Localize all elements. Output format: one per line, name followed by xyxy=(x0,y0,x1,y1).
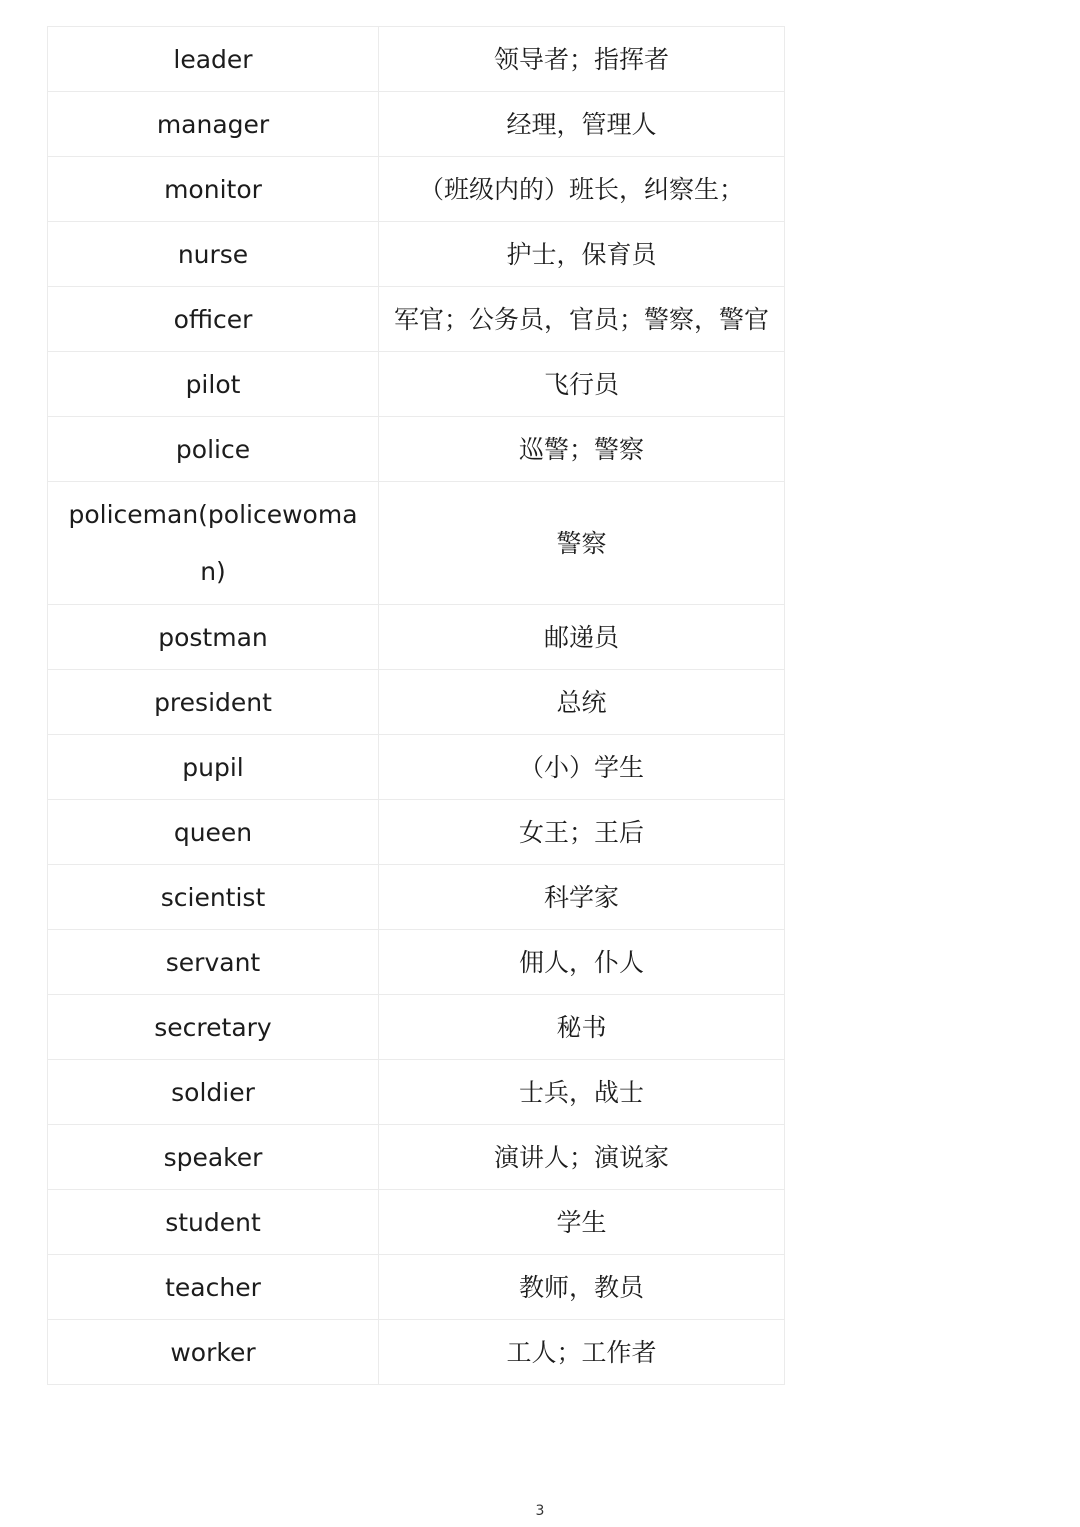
english-word: worker xyxy=(48,1320,379,1385)
english-word: policeman(policewoman) xyxy=(48,482,379,605)
chinese-meaning: 领导者；指挥者 xyxy=(379,27,785,92)
table-row xyxy=(48,1190,785,1255)
page-number: 3 xyxy=(535,1503,545,1519)
vocabulary-table xyxy=(47,26,785,1385)
chinese-meaning: 科学家 xyxy=(379,865,785,930)
table-row xyxy=(48,1060,785,1125)
chinese-meaning: 教师，教员 xyxy=(379,1255,785,1320)
english-word: police xyxy=(48,417,379,482)
chinese-meaning: 佣人，仆人 xyxy=(379,930,785,995)
english-word: manager xyxy=(48,92,379,157)
english-word: president xyxy=(48,670,379,735)
chinese-meaning: 演讲人；演说家 xyxy=(379,1125,785,1190)
english-word: speaker xyxy=(48,1125,379,1190)
table-row xyxy=(48,417,785,482)
table-row xyxy=(48,865,785,930)
english-word: secretary xyxy=(48,995,379,1060)
english-word: pupil xyxy=(48,735,379,800)
english-word: monitor xyxy=(48,157,379,222)
chinese-meaning: 军官；公务员，官员；警察，警官 xyxy=(379,287,785,352)
chinese-meaning: 学生 xyxy=(379,1190,785,1255)
chinese-meaning: 巡警；警察 xyxy=(379,417,785,482)
table-row xyxy=(48,800,785,865)
chinese-meaning: 邮递员 xyxy=(379,605,785,670)
chinese-meaning: 秘书 xyxy=(379,995,785,1060)
table-row xyxy=(48,1320,785,1385)
english-word: queen xyxy=(48,800,379,865)
table-row xyxy=(48,482,785,605)
english-word: student xyxy=(48,1190,379,1255)
chinese-meaning: 警察 xyxy=(379,482,785,605)
table-row xyxy=(48,27,785,92)
table-row xyxy=(48,157,785,222)
chinese-meaning: 经理，管理人 xyxy=(379,92,785,157)
chinese-meaning: （小）学生 xyxy=(379,735,785,800)
table-row xyxy=(48,1255,785,1320)
table-row xyxy=(48,670,785,735)
english-word: soldier xyxy=(48,1060,379,1125)
english-word: teacher xyxy=(48,1255,379,1320)
table-row xyxy=(48,287,785,352)
chinese-meaning: 工人；工作者 xyxy=(379,1320,785,1385)
english-word: nurse xyxy=(48,222,379,287)
table-row xyxy=(48,352,785,417)
chinese-meaning: 女王；王后 xyxy=(379,800,785,865)
chinese-meaning: 飞行员 xyxy=(379,352,785,417)
chinese-meaning: 总统 xyxy=(379,670,785,735)
table-row xyxy=(48,1125,785,1190)
table-row xyxy=(48,605,785,670)
english-word: scientist xyxy=(48,865,379,930)
chinese-meaning: 护士，保育员 xyxy=(379,222,785,287)
table-row xyxy=(48,735,785,800)
table-row xyxy=(48,92,785,157)
english-word: pilot xyxy=(48,352,379,417)
chinese-meaning: （班级内的）班长，纠察生； xyxy=(379,157,785,222)
table-row xyxy=(48,222,785,287)
english-word: leader xyxy=(48,27,379,92)
english-word: servant xyxy=(48,930,379,995)
english-word: postman xyxy=(48,605,379,670)
chinese-meaning: 士兵，战士 xyxy=(379,1060,785,1125)
table-row xyxy=(48,995,785,1060)
english-word: officer xyxy=(48,287,379,352)
table-row xyxy=(48,930,785,995)
